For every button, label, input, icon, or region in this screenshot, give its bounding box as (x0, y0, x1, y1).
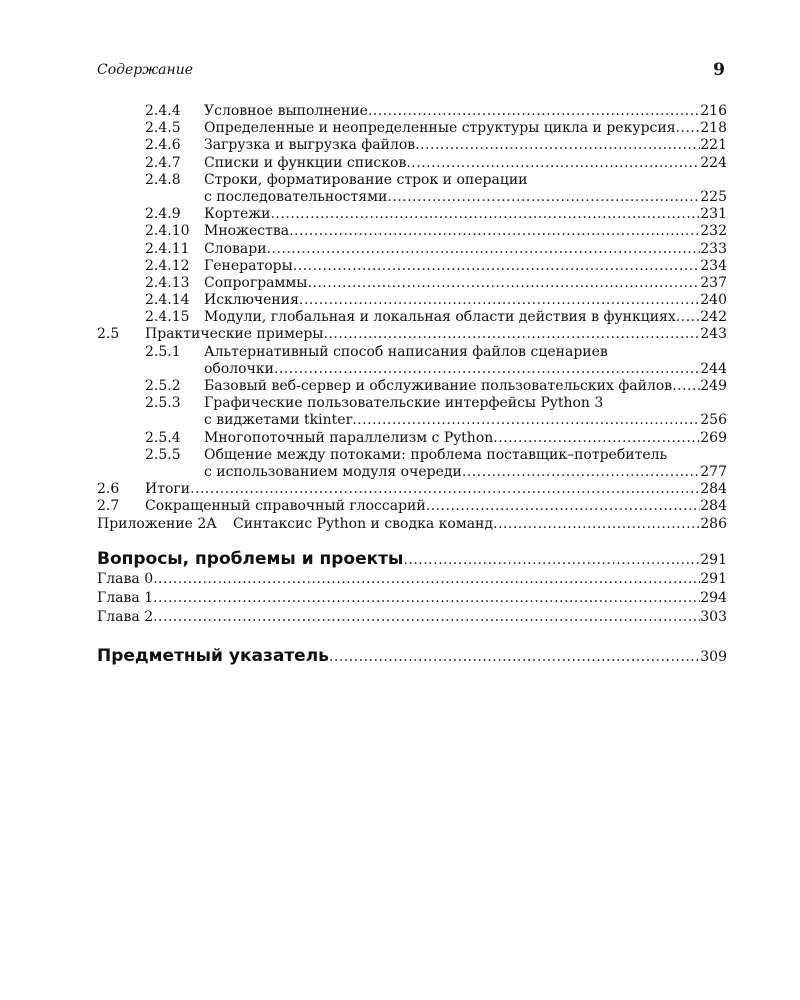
toc-entry-continuation[interactable] (97, 412, 727, 429)
dot-leader (270, 206, 700, 223)
toc-entry[interactable] (97, 481, 727, 498)
dot-leader (676, 309, 700, 326)
dot-leader (426, 498, 701, 515)
toc-entry-line (145, 481, 727, 498)
toc-entry[interactable] (97, 326, 727, 343)
toc-entry-line (145, 326, 727, 343)
dot-leader (293, 258, 701, 275)
toc-entry-title: Множества (204, 223, 290, 240)
toc-entry-title: Базовый веб-сервер и обслуживание пользовательских файлов (204, 378, 673, 394)
dot-leader (153, 570, 700, 589)
toc-entry-number: 2.4.7 (145, 154, 181, 171)
dot-leader (672, 378, 700, 395)
toc-entry-page: 234 (700, 257, 727, 274)
toc-entry[interactable] (97, 430, 727, 447)
index-section (97, 645, 727, 667)
toc-entry-page: 216 (700, 103, 727, 119)
toc-entry-title: Загрузка и выгрузка файлов (204, 137, 416, 154)
dot-leader (493, 516, 700, 533)
toc-entry-continuation[interactable] (97, 361, 727, 378)
toc-entry[interactable] (97, 206, 727, 223)
toc-entry-number: 2.7 (97, 498, 120, 515)
toc-entry-page: 221 (700, 137, 727, 154)
chapter-title: Глава 0 (97, 571, 154, 587)
toc-entry-title: Кортежи (204, 206, 271, 223)
chapter-page: 303 (700, 609, 727, 625)
toc-entry-page: 242 (700, 309, 727, 326)
toc-entry-title: Генераторы (204, 257, 293, 274)
toc-entry[interactable] (97, 395, 727, 412)
toc-entry-line (204, 430, 727, 447)
toc-entry-number: 2.5.4 (145, 429, 181, 446)
toc-entry-number: 2.4.10 (145, 223, 190, 240)
table-of-contents (97, 103, 727, 533)
toc-entry[interactable] (97, 447, 727, 464)
toc-entry[interactable] (97, 103, 727, 120)
toc-entry-page: 244 (700, 360, 727, 377)
chapter-title: Глава 1 (97, 590, 154, 606)
questions-chapter-list (97, 570, 727, 627)
toc-entry-line (204, 412, 727, 429)
toc-entry-title-continued: с использованием модуля очереди (204, 463, 462, 480)
toc-entry-title: Общение между потоками: проблема поставщик–потребитель (204, 446, 668, 463)
toc-entry-number: 2.4.6 (145, 137, 181, 154)
toc-entry-number: 2.6 (97, 481, 120, 498)
toc-entry[interactable] (97, 258, 727, 275)
dot-leader (387, 189, 700, 206)
chapter-page: 291 (700, 571, 727, 587)
toc-entry-page: 249 (700, 378, 727, 394)
toc-entry-number: 2.4.8 (145, 171, 181, 188)
dot-leader (274, 361, 700, 378)
dot-leader (267, 241, 701, 258)
toc-entry-line (204, 103, 727, 120)
toc-entry[interactable] (97, 344, 727, 361)
toc-entry-number: Приложение 2А (97, 515, 217, 532)
toc-entry-title: Сокращенный справочный глоссарий (145, 498, 426, 515)
index-heading[interactable] (97, 645, 727, 667)
toc-entry-page: 286 (700, 515, 727, 532)
page-number: 9 (713, 60, 725, 80)
toc-entry[interactable] (97, 155, 727, 172)
toc-entry-line (204, 447, 727, 464)
toc-entry[interactable] (97, 275, 727, 292)
toc-entry-line (204, 137, 727, 154)
toc-entry[interactable] (97, 241, 727, 258)
toc-entry-number: 2.5.5 (145, 446, 181, 463)
chapter-entry[interactable] (97, 570, 727, 589)
toc-entry-page: 269 (700, 429, 727, 446)
toc-entry-line (204, 275, 727, 292)
toc-entry[interactable] (97, 516, 727, 533)
running-title: Содержание (97, 62, 194, 78)
dot-leader (493, 430, 700, 447)
toc-entry-line (204, 378, 727, 395)
toc-entry-page: 284 (700, 481, 727, 498)
dot-leader (368, 103, 700, 120)
toc-entry-number: 2.4.14 (145, 292, 190, 309)
chapter-entry-line (97, 570, 727, 589)
toc-entry-title-continued: оболочки (204, 360, 274, 377)
dot-leader (307, 275, 700, 292)
toc-entry-line (204, 189, 727, 206)
toc-entry-line (204, 241, 727, 258)
toc-entry-title: Определенные и неопределенные структуры цикла и рекурсия (204, 120, 676, 137)
toc-entry-title: Альтернативный способ написания файлов сценариев (204, 343, 608, 360)
toc-entry[interactable] (97, 120, 727, 137)
toc-entry-title: Практические примеры (145, 326, 324, 343)
toc-entry-line (204, 309, 727, 326)
questions-section (97, 548, 727, 627)
dot-leader (153, 589, 700, 608)
toc-entry-number: 2.4.12 (145, 257, 190, 274)
toc-entry[interactable] (97, 292, 727, 309)
chapter-entry[interactable] (97, 589, 727, 608)
dot-leader (406, 155, 700, 172)
dot-leader (323, 326, 700, 343)
chapter-entry[interactable] (97, 608, 727, 627)
toc-entry-page: 256 (700, 412, 727, 429)
toc-entry-title-continued: с виджетами tkinter (204, 412, 353, 429)
toc-entry-number: 2.5.1 (145, 343, 181, 360)
toc-entry-title: Условное выполнение (204, 103, 368, 119)
dot-leader (329, 646, 700, 668)
toc-entry-line (204, 206, 727, 223)
dot-leader (403, 549, 700, 571)
toc-entry-title: Многопоточный параллелизм с Python (204, 429, 494, 446)
toc-entry[interactable] (97, 223, 727, 240)
toc-entry-number: 2.5.3 (145, 395, 181, 412)
toc-entry-number: 2.4.11 (145, 240, 190, 257)
dot-leader (415, 137, 700, 154)
toc-entry-number: 2.4.5 (145, 120, 181, 137)
toc-entry-number: 2.5 (97, 326, 120, 343)
toc-entry-line (204, 292, 727, 309)
toc-entry-line (204, 155, 727, 172)
questions-title: Вопросы, проблемы и проекты (97, 549, 404, 569)
toc-entry-page: 231 (700, 206, 727, 223)
dot-leader (299, 292, 700, 309)
toc-entry-page: 225 (700, 188, 727, 205)
chapter-page: 294 (700, 590, 727, 606)
chapter-title: Глава 2 (97, 609, 154, 625)
toc-entry-line (204, 172, 727, 189)
toc-entry-line (204, 464, 727, 481)
toc-entry-title: Строки, форматирование строк и операции (204, 171, 528, 188)
chapter-entry-line (97, 608, 727, 627)
dot-leader (676, 120, 701, 137)
toc-entry-continuation[interactable] (97, 464, 727, 481)
toc-entry-number: 2.4.13 (145, 274, 190, 291)
toc-entry-title: Графические пользовательские интерфейсы Python 3 (204, 395, 604, 412)
dot-leader (352, 412, 700, 429)
toc-entry-number: 2.5.2 (145, 378, 181, 394)
dot-leader (190, 481, 700, 498)
toc-entry[interactable] (97, 378, 727, 395)
toc-entry-page: 233 (700, 240, 727, 257)
toc-entry-title-continued: с последовательностями (204, 188, 388, 205)
page-header (97, 60, 725, 84)
toc-entry-number: 2.4.4 (145, 103, 181, 119)
toc-entry-number: 2.4.15 (145, 309, 190, 326)
dot-leader (153, 608, 700, 627)
toc-entry-line (145, 498, 727, 515)
toc-entry-title: Исключения (204, 292, 299, 309)
toc-entry-title: Модули, глобальная и локальная области действия в функциях (204, 309, 676, 326)
toc-entry-title: Списки и функции списков (204, 154, 407, 171)
toc-entry-line (233, 516, 727, 533)
toc-entry-page: 243 (700, 326, 727, 343)
index-title: Предметный указатель (97, 646, 329, 666)
toc-entry-page: 218 (700, 120, 727, 137)
toc-entry-line (204, 344, 727, 361)
toc-entry[interactable] (97, 172, 727, 189)
toc-entry-line (204, 361, 727, 378)
toc-entry-page: 224 (700, 154, 727, 171)
toc-entry-number: 2.4.9 (145, 206, 181, 223)
chapter-entry-line (97, 589, 727, 608)
toc-entry-page: 240 (700, 292, 727, 309)
toc-entry-page: 237 (700, 274, 727, 291)
toc-entry-title: Словари (204, 240, 267, 257)
toc-entry-line (204, 395, 727, 412)
toc-entry-line (204, 258, 727, 275)
toc-entry-page: 284 (700, 498, 727, 515)
toc-entry[interactable] (97, 498, 727, 515)
questions-heading[interactable] (97, 548, 727, 570)
toc-entry-continuation[interactable] (97, 189, 727, 206)
toc-entry-page: 232 (700, 223, 727, 240)
dot-leader (289, 223, 700, 240)
questions-page: 291 (700, 552, 727, 568)
toc-entry-line (204, 223, 727, 240)
toc-entry-title: Сопрограммы (204, 274, 308, 291)
toc-entry-title: Синтаксис Python и сводка команд (233, 515, 494, 532)
index-page: 309 (700, 649, 727, 665)
toc-entry-title: Итоги (145, 481, 191, 498)
dot-leader (462, 464, 700, 481)
toc-entry[interactable] (97, 137, 727, 154)
toc-entry-line (204, 120, 727, 137)
toc-entry-page: 277 (700, 463, 727, 480)
toc-entry[interactable] (97, 309, 727, 326)
